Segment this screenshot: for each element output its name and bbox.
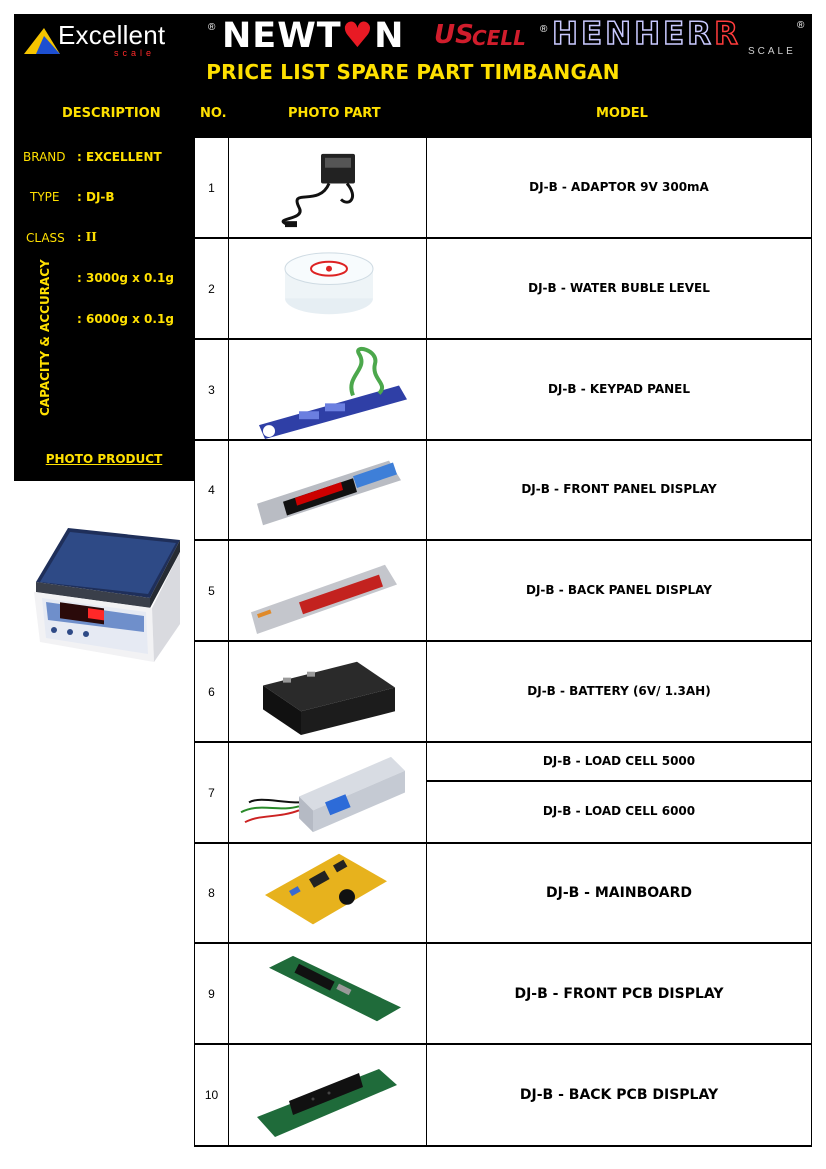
load-cell-icon (229, 743, 427, 842)
brand-logos (14, 14, 812, 62)
henherr-reg: ® (797, 20, 805, 31)
table-row (194, 340, 812, 441)
part-photo-cell (229, 441, 427, 541)
part-number: 2 (208, 281, 215, 296)
part-photo-cell (229, 239, 427, 340)
table-row (194, 944, 812, 1045)
part-number-cell (194, 138, 229, 239)
newton-text-a: NEWT (222, 16, 342, 56)
part-model-cell (427, 441, 812, 541)
excellent-reg: ® (208, 22, 216, 33)
part-model: DJ-B - ADAPTOR 9V 300mA (529, 179, 709, 194)
capacity-label: CAPACITY & ACCURACY (38, 259, 52, 416)
part-photo-cell (229, 844, 427, 944)
part-number-cell (194, 944, 229, 1045)
part-number: 10 (204, 1088, 219, 1102)
part-model: DJ-B - BACK PANEL DISPLAY (526, 582, 712, 597)
header-band (14, 14, 812, 136)
table-row (194, 441, 812, 541)
brand-label: BRAND (23, 150, 66, 164)
page-title: PRICE LIST SPARE PART TIMBANGAN (206, 60, 620, 84)
part-model: DJ-B - FRONT PCB DISPLAY (514, 985, 724, 1002)
part-number-cell (194, 541, 229, 642)
column-header-model: MODEL (596, 106, 648, 121)
part-number: 8 (208, 886, 215, 900)
part-photo-cell (229, 541, 427, 642)
front-panel-icon (229, 441, 427, 539)
part-number-cell (194, 1045, 229, 1147)
table-row (194, 1045, 812, 1147)
henherr-sub: SCALE (748, 46, 796, 57)
uscell-reg: ® (540, 24, 548, 35)
part-number-cell (194, 340, 229, 441)
part-model-cell (427, 743, 812, 782)
excellent-triangle-icon (22, 26, 62, 56)
part-model-cell (427, 138, 812, 239)
part-model: DJ-B - KEYPAD PANEL (547, 381, 691, 396)
henherr-wordmark (552, 16, 741, 52)
newton-logo (222, 16, 404, 56)
part-number-cell (194, 642, 229, 743)
part-model: DJ-B - MAINBOARD (546, 885, 692, 901)
part-number: 9 (208, 986, 215, 1001)
henherr-text-b: R (714, 16, 741, 52)
part-photo-cell (229, 944, 427, 1045)
part-number: 7 (208, 785, 215, 800)
excellent-name: Excellent (58, 20, 166, 50)
henherr-text-a: HENHER (552, 16, 715, 52)
column-header-description: DESCRIPTION (62, 106, 161, 121)
part-model: DJ-B - LOAD CELL 5000 (542, 753, 696, 768)
part-model: DJ-B - LOAD CELL 6000 (542, 804, 696, 818)
newton-heart-icon: ♥ (341, 16, 375, 56)
column-header-no: NO. (200, 106, 227, 121)
adaptor-icon (229, 138, 427, 237)
uscell-cell: CELL (472, 26, 526, 50)
part-model: DJ-B - FRONT PANEL DISPLAY (521, 482, 717, 496)
table-row (194, 138, 812, 239)
photo-product-label: PHOTO PRODUCT (45, 452, 163, 466)
part-model-cell (427, 1045, 812, 1147)
part-model: DJ-B - WATER BUBLE LEVEL (528, 280, 710, 295)
type-value: : DJ-B (77, 190, 115, 204)
part-model: DJ-B - BATTERY (6V/ 1.3AH) (527, 683, 711, 698)
part-number: 6 (208, 684, 215, 699)
back-pcb-icon (229, 1045, 427, 1145)
column-header-photo: PHOTO PART (288, 106, 381, 121)
class-label: CLASS (26, 231, 65, 245)
part-number: 4 (208, 483, 215, 497)
water-level-icon (229, 239, 427, 338)
part-photo-cell (229, 743, 427, 844)
part-model-cell (427, 944, 812, 1045)
part-photo-cell (229, 138, 427, 239)
part-model: DJ-B - BACK PCB DISPLAY (519, 1087, 719, 1103)
uscell-logo (434, 18, 548, 54)
table-row (194, 541, 812, 642)
type-label: TYPE (30, 190, 60, 204)
part-photo-cell (229, 642, 427, 743)
part-number: 5 (208, 583, 215, 598)
parts-table (194, 136, 812, 1145)
part-model-cell (427, 541, 812, 642)
part-number: 3 (208, 382, 215, 397)
part-model-cell (427, 782, 812, 844)
newton-text-b: N (374, 16, 405, 56)
front-pcb-icon (229, 944, 427, 1043)
excellent-logo (22, 20, 216, 60)
part-model-cell (427, 844, 812, 944)
description-panel (14, 136, 194, 481)
table-row (194, 743, 812, 844)
back-panel-icon (229, 541, 427, 640)
part-model-cell (427, 642, 812, 743)
mainboard-icon (229, 844, 427, 942)
part-number-cell (194, 844, 229, 944)
part-photo-cell (229, 1045, 427, 1147)
keypad-icon (229, 340, 427, 439)
excellent-sub: scale (114, 48, 156, 58)
uscell-us: US (434, 20, 474, 50)
part-model-cell (427, 340, 812, 441)
henherr-logo (552, 16, 808, 60)
capacity-value-1: : 3000g x 0.1g (77, 271, 174, 285)
brand-value: : EXCELLENT (77, 150, 162, 164)
capacity-value-2: : 6000g x 0.1g (77, 312, 174, 326)
table-row (194, 642, 812, 743)
table-row (194, 844, 812, 944)
scale-product-photo (30, 528, 182, 664)
battery-icon (229, 642, 427, 741)
part-number: 1 (208, 180, 215, 195)
part-number-cell (194, 239, 229, 340)
part-model-cell (427, 239, 812, 340)
class-value: : II (77, 230, 97, 244)
table-row (194, 239, 812, 340)
part-photo-cell (229, 340, 427, 441)
part-number-cell (194, 743, 229, 844)
part-number-cell (194, 441, 229, 541)
